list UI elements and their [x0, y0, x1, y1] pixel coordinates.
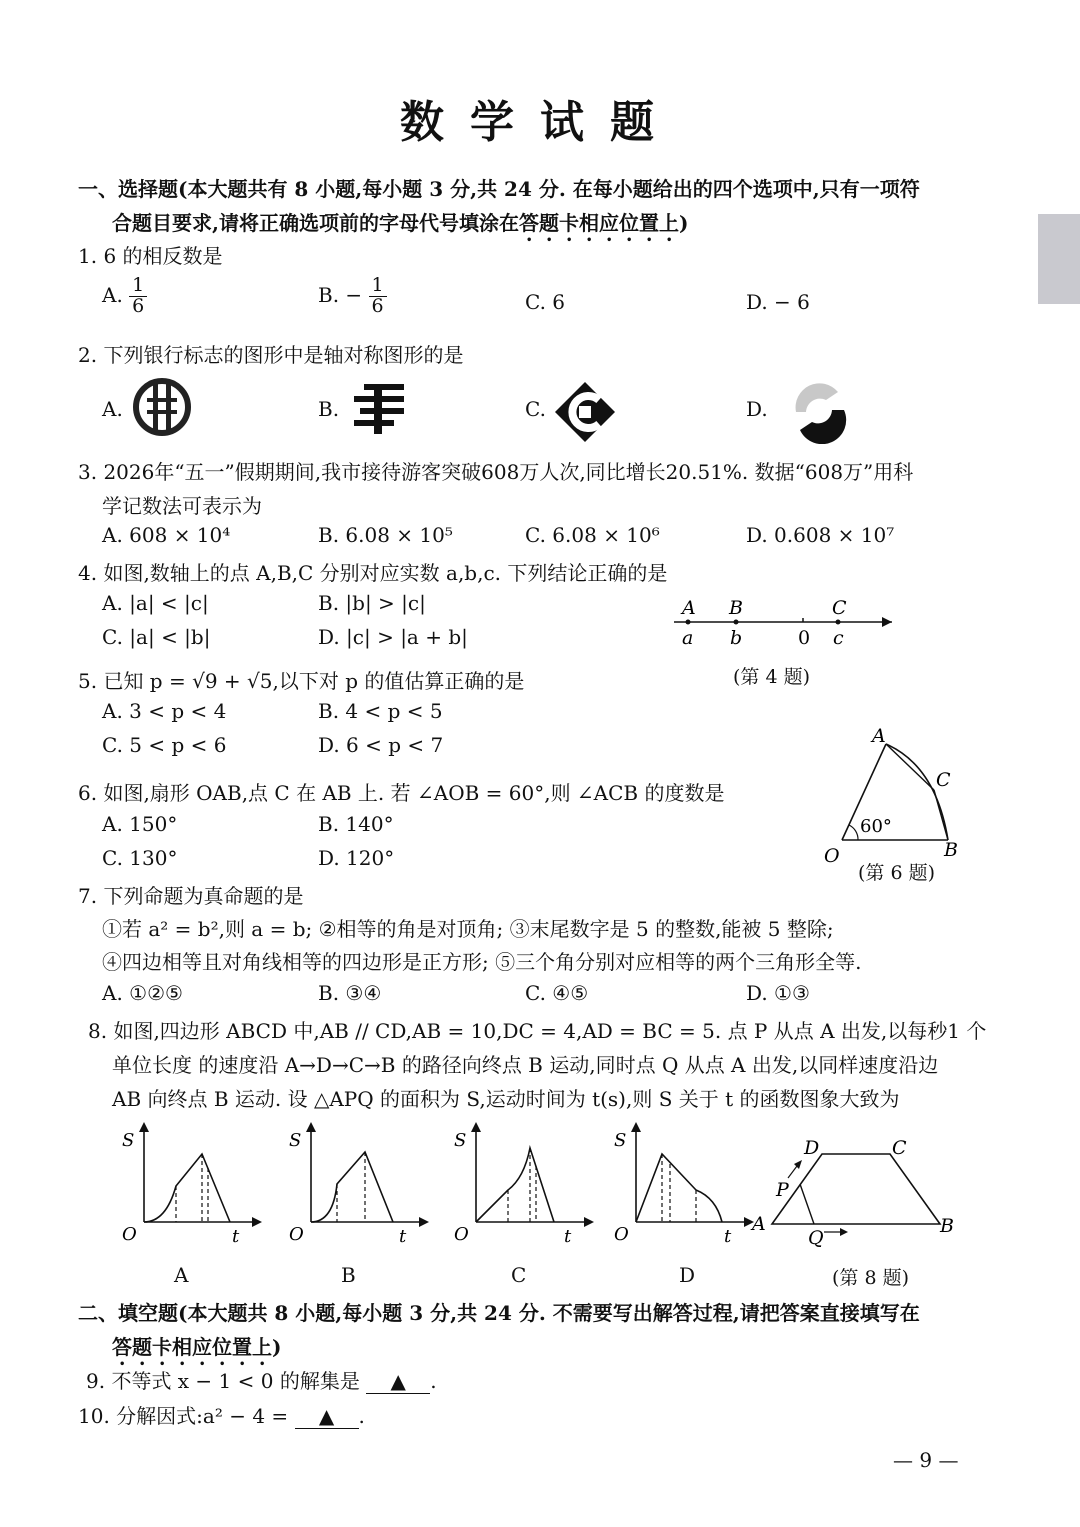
svg-text:O: O	[454, 1224, 469, 1245]
bank-logo-c-icon	[553, 380, 617, 444]
q6-stem: 6. 如图,扇形 OAB,点 C 在 AB 上. 若 ∠AOB = 60°,则 ∠ACB 的度数是	[78, 781, 725, 805]
bank-logo-b-icon	[350, 382, 412, 436]
svg-text:t: t	[564, 1226, 572, 1247]
q3-option-d: D. 0.608 × 10⁷	[746, 523, 895, 547]
svg-text:S: S	[122, 1130, 135, 1151]
fraction: $\frac{1}{6}$	[129, 276, 147, 317]
q6-option-d: D. 120°	[318, 846, 395, 870]
q8-graph-c-label: C	[511, 1263, 527, 1287]
q2-option-b: B.	[318, 397, 340, 421]
q8-line1: 8. 如图,四边形 ABCD 中,AB // CD,AB = 10,DC = 4,AD = BC = 5. 点 P 从点 A 出发,以每秒1 个	[88, 1019, 987, 1043]
svg-text:Q: Q	[808, 1227, 824, 1249]
q7-option-a: A. ①②⑤	[102, 981, 183, 1005]
q4-point-c-label: C	[832, 597, 847, 619]
q1-option-a: A. $\frac{1}{6}$	[102, 276, 147, 317]
fraction: $\frac{1}{6}$	[369, 276, 387, 317]
section1-heading-line2: 合题目要求,请将正确选项前的字母代号填涂在答题卡相应位置上)	[112, 211, 689, 235]
svg-text:t: t	[724, 1226, 732, 1247]
q3-line1: 3. 2026年“五一”假期期间,我市接待游客突破608万人次,同比增长20.51%. 数据“608万”用科	[78, 460, 914, 484]
svg-text:t: t	[232, 1226, 240, 1247]
q4-value-c-label: c	[833, 627, 844, 649]
q4-stem: 4. 如图,数轴上的点 A,B,C 分别对应实数 a,b,c. 下列结论正确的是	[78, 561, 668, 585]
q7-stem: 7. 下列命题为真命题的是	[78, 884, 304, 908]
q4-figure-caption: (第 4 题)	[733, 666, 810, 688]
q8-graph-a	[122, 1122, 262, 1247]
q1-option-b: B. − $\frac{1}{6}$	[318, 276, 387, 317]
q8-line3: AB 向终点 B 运动. 设 △APQ 的面积为 S,运动时间为 t(s),则 S 关于 t 的函数图象大致为	[112, 1087, 900, 1111]
q4-value-b-label: b	[730, 627, 743, 649]
q10-question: 10. 分解因式:a² − 4 = ▲ .	[78, 1404, 365, 1428]
section2-heading-line2: 答题卡相应位置上)	[112, 1335, 282, 1359]
q3-line2: 学记数法可表示为	[102, 494, 262, 518]
page-number: — 9 —	[893, 1448, 959, 1472]
q4-zero-label: 0	[798, 627, 811, 649]
svg-text:S: S	[454, 1130, 467, 1151]
q8-graph-a-label: A	[174, 1263, 189, 1287]
svg-text:D: D	[804, 1137, 820, 1159]
q3-option-c: C. 6.08 × 10⁶	[525, 523, 660, 547]
q8-option-graphs	[108, 1118, 758, 1248]
svg-text:A: A	[752, 1213, 766, 1235]
svg-text:O: O	[614, 1224, 629, 1245]
q9-question: 9. 不等式 x − 1 < 0 的解集是 ▲ .	[86, 1369, 437, 1393]
svg-text:C: C	[892, 1137, 907, 1159]
q1-option-d: D. − 6	[746, 290, 810, 314]
page-edge-tab	[1038, 214, 1080, 304]
q8-trapezoid-figure	[750, 1132, 965, 1252]
q4-option-b: B. |b| > |c|	[318, 591, 426, 615]
q4-value-a-label: a	[682, 627, 694, 649]
q8-graph-c	[454, 1122, 594, 1247]
q8-figure-caption: (第 8 题)	[832, 1267, 909, 1289]
dotted-emphasis: 答题卡相应位置上	[112, 1335, 272, 1359]
q2-option-d: D.	[746, 397, 768, 421]
q4-number-line-figure	[668, 594, 898, 654]
q6-option-b: B. 140°	[318, 812, 394, 836]
dotted-emphasis: 答题卡相应位置上	[518, 211, 679, 235]
q10-answer-blank[interactable]: ▲	[295, 1404, 359, 1429]
q4-point-b-label: B	[729, 597, 743, 619]
q7-statements-line1: ①若 a² = b²,则 a = b; ②相等的角是对顶角; ③末尾数字是 5 的整数,能被 5 整除;	[102, 917, 834, 941]
q8-graph-b-label: B	[341, 1263, 356, 1287]
q6-angle-label: 60°	[860, 816, 892, 837]
q4-point-a-label: A	[682, 597, 696, 619]
svg-text:B: B	[940, 1215, 954, 1237]
bank-logo-a-icon	[133, 376, 195, 438]
q8-graph-b	[289, 1122, 429, 1247]
q6-sector-figure	[818, 722, 968, 867]
q6-option-a: A. 150°	[102, 812, 178, 836]
q1-option-c: C. 6	[525, 290, 566, 314]
svg-text:t: t	[399, 1226, 407, 1247]
svg-text:S: S	[614, 1130, 627, 1151]
q9-answer-blank[interactable]: ▲	[366, 1369, 430, 1394]
q6-option-c: C. 130°	[102, 846, 178, 870]
q7-statements-line2: ④四边相等且对角线相等的四边形是正方形; ⑤三个角分别对应相等的两个三角形全等.	[102, 950, 862, 974]
q8-line2: 单位长度 的速度沿 A→D→C→B 的路径向终点 B 运动,同时点 Q 从点 A 出发,以同样速度沿边	[112, 1053, 939, 1077]
q5-option-a: A. 3 < p < 4	[102, 699, 227, 723]
q1-stem: 1. 6 的相反数是	[78, 244, 223, 268]
q3-option-a: A. 608 × 10⁴	[102, 523, 231, 547]
q4-option-a: A. |a| < |c|	[102, 591, 209, 615]
section1-heading-line1: 一、选择题(本大题共有 8 小题,每小题 3 分,共 24 分. 在每小题给出的四个选项中,只有一项符	[78, 177, 920, 201]
q6-label-b: B	[944, 839, 958, 861]
q6-label-c: C	[936, 769, 951, 791]
q2-option-c: C.	[525, 397, 546, 421]
bank-logo-d-icon	[786, 378, 852, 444]
section2-heading-line1: 二、填空题(本大题共 8 小题,每小题 3 分,共 24 分. 不需要写出解答过程,请把答案直接填写在	[78, 1301, 920, 1325]
page-title: 数学试题	[400, 97, 680, 148]
q7-option-b: B. ③④	[318, 981, 382, 1005]
q8-graph-d-label: D	[679, 1263, 696, 1287]
q5-option-d: D. 6 < p < 7	[318, 733, 444, 757]
q7-option-c: C. ④⑤	[525, 981, 589, 1005]
svg-text:P: P	[776, 1179, 789, 1201]
q3-option-b: B. 6.08 × 10⁵	[318, 523, 453, 547]
q2-stem: 2. 下列银行标志的图形中是轴对称图形的是	[78, 343, 464, 367]
q6-label-o: O	[824, 845, 840, 867]
q4-option-d: D. |c| > |a + b|	[318, 625, 468, 649]
q2-option-a: A.	[102, 397, 123, 421]
q5-option-c: C. 5 < p < 6	[102, 733, 227, 757]
q6-label-a: A	[872, 725, 886, 747]
q4-option-c: C. |a| < |b|	[102, 625, 211, 649]
svg-text:O: O	[122, 1224, 137, 1245]
svg-text:S: S	[289, 1130, 302, 1151]
q5-option-b: B. 4 < p < 5	[318, 699, 443, 723]
q8-graph-d	[614, 1122, 754, 1247]
q5-stem: 5. 已知 p = √9 + √5,以下对 p 的值估算正确的是	[78, 669, 525, 693]
q6-figure-caption: (第 6 题)	[858, 862, 935, 884]
q7-option-d: D. ①③	[746, 981, 810, 1005]
svg-text:O: O	[289, 1224, 304, 1245]
